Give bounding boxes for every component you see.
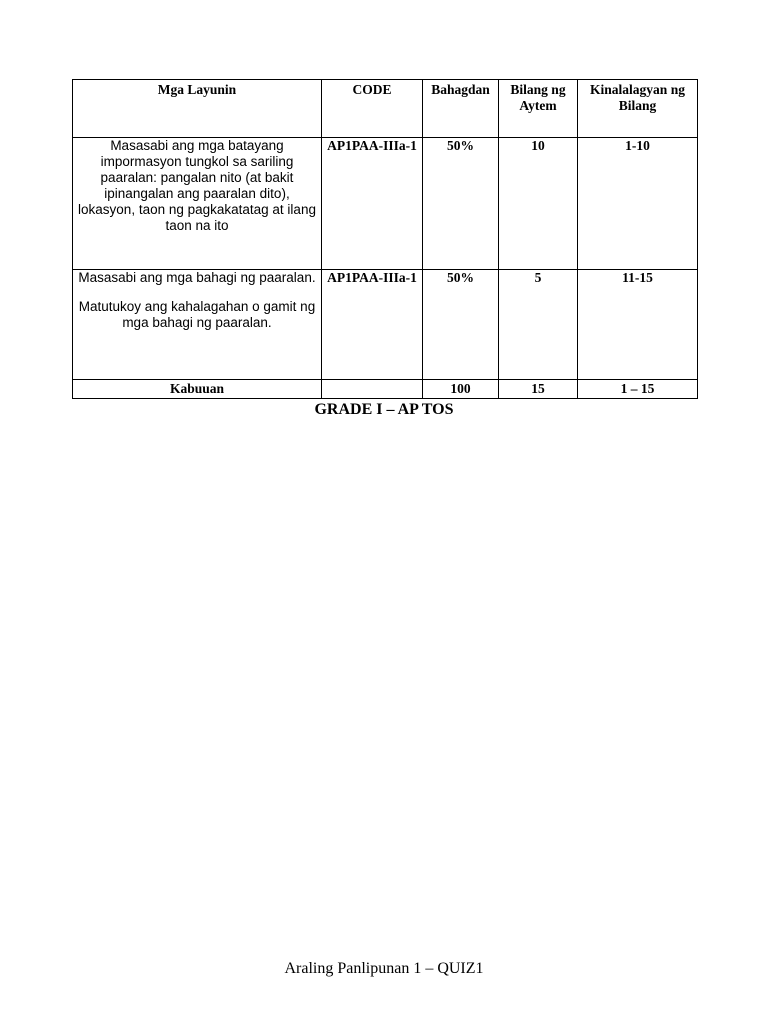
objective-cell [73, 270, 322, 380]
total-location: 1 – 15 [578, 380, 698, 399]
objective-cell: Masasabi ang mga batayang impormasyon tungkol sa sariling paaralan: pangalan nito (at bakit ipinangalan ang paaralan dito), lokasyon, taon ng pagkakatatag at ilang taon na ito [73, 138, 322, 270]
items-cell: 10 [499, 138, 578, 270]
document-title: GRADE I – AP TOS [314, 401, 454, 418]
tos-table [72, 79, 698, 399]
table-row [73, 138, 698, 270]
total-percent: 100 [423, 380, 499, 399]
table-row [73, 270, 698, 380]
document-footer: Araling Panlipunan 1 – QUIZ1 [284, 960, 484, 977]
total-label: Kabuuan [73, 380, 322, 399]
total-items: 15 [499, 380, 578, 399]
header-item-count: Bilang ng Aytem [499, 80, 578, 138]
code-cell: AP1PAA-IIIa-1 [322, 270, 423, 380]
header-item-placement: Kinalalagyan ng Bilang [578, 80, 698, 138]
total-code [322, 380, 423, 399]
header-percentage: Bahagdan [423, 80, 499, 138]
objective-line: Masasabi ang mga bahagi ng paaralan. [78, 270, 316, 285]
table-header-row [73, 80, 698, 138]
header-objectives: Mga Layunin [73, 80, 322, 138]
code-cell: AP1PAA-IIIa-1 [322, 138, 423, 270]
location-cell: 1-10 [578, 138, 698, 270]
location-cell: 11-15 [578, 270, 698, 380]
objective-line: Matutukoy ang kahalagahan o gamit ng mga bahagi ng paaralan. [78, 299, 316, 330]
items-cell: 5 [499, 270, 578, 380]
table-total-row [73, 380, 698, 399]
percent-cell: 50% [423, 270, 499, 380]
header-code: CODE [322, 80, 423, 138]
percent-cell: 50% [423, 138, 499, 270]
